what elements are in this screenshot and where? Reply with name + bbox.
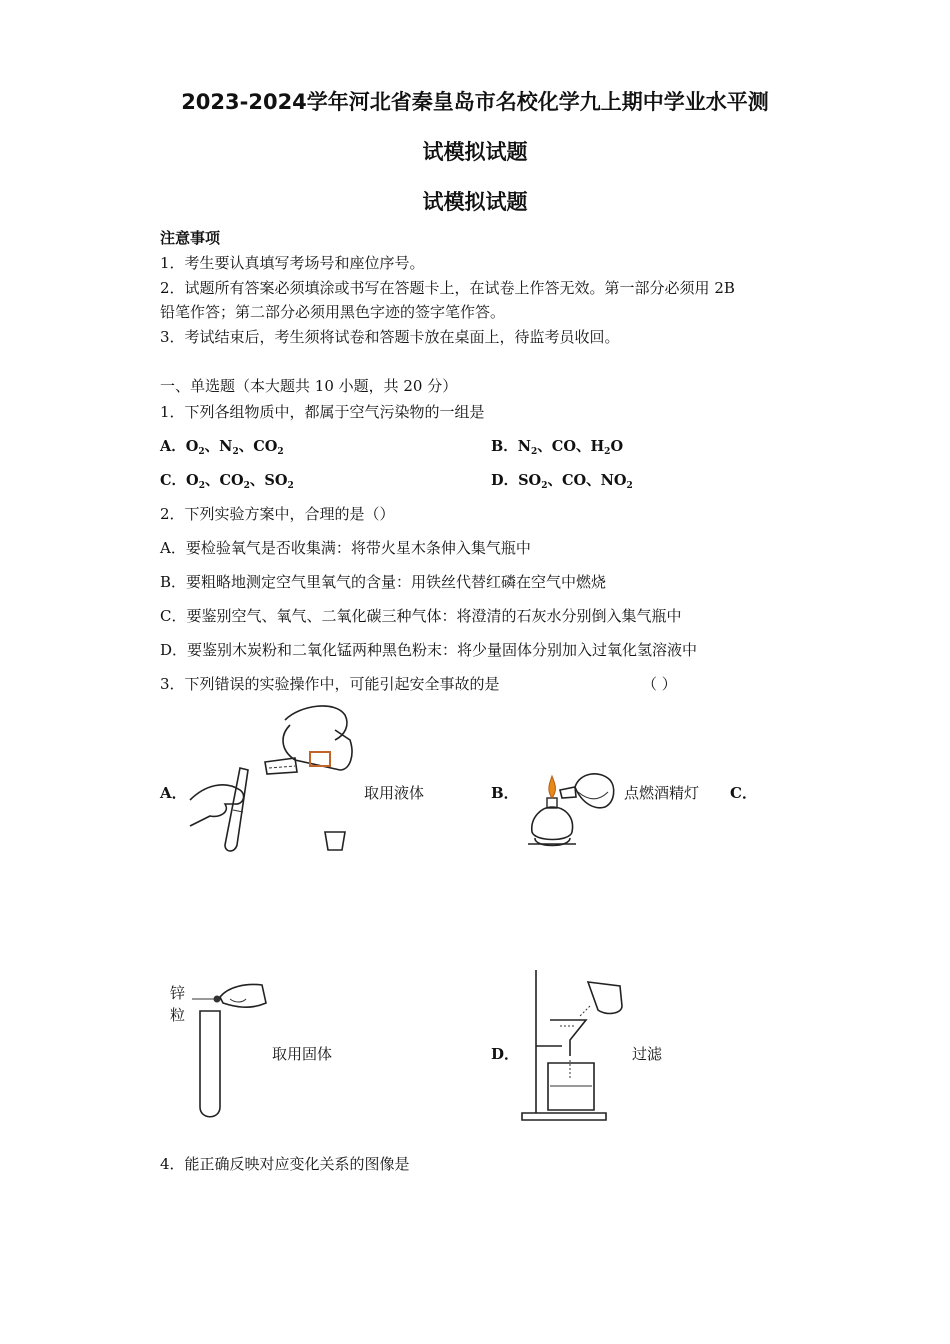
q3-option-a-label: A． xyxy=(160,784,187,802)
q1-stem: 1．下列各组物质中，都属于空气污染物的一组是 xyxy=(160,403,485,421)
q1-option-a: A．$O_2$、$N_2$、$CO_2$ xyxy=(160,438,284,457)
title-line-3: 试模拟试题 xyxy=(422,190,528,214)
q3-option-d-caption: 过滤 xyxy=(632,1045,663,1063)
solid-reagent-figure xyxy=(190,975,270,1120)
q3-option-b-label: B． xyxy=(491,784,519,802)
title-line-2: 试模拟试题 xyxy=(422,140,528,164)
q3-option-b-caption: 点燃酒精灯 xyxy=(624,784,700,802)
q3-option-a-caption: 取用液体 xyxy=(364,784,425,802)
q2-option-d: D．要鉴别木炭粉和二氧化锰两种黑色粉末：将少量固体分别加入过氧化氢溶液中 xyxy=(160,641,698,659)
section-1-heading: 一、单选题（本大题共 10 小题，共 20 分） xyxy=(160,377,458,395)
q2-option-c: C．要鉴别空气、氧气、二氧化碳三种气体：将澄清的石灰水分别倒入集气瓶中 xyxy=(160,607,682,625)
filtration-figure xyxy=(518,968,633,1123)
q3-stem: 3．下列错误的实验操作中，可能引起安全事故的是 xyxy=(160,675,500,693)
notice-item-1: 1．考生要认真填写考场号和座位序号。 xyxy=(160,254,425,272)
q4-stem: 4．能正确反映对应变化关系的图像是 xyxy=(160,1155,410,1173)
notice-item-2a: 2．试题所有答案必须填涂或书写在答题卡上，在试卷上作答无效。第一部分必须用 2B xyxy=(160,279,735,297)
q3-answer-paren: （ ） xyxy=(642,675,677,693)
notice-heading: 注意事项 xyxy=(160,229,221,247)
alcohol-lamp-figure xyxy=(520,762,620,862)
q2-option-b: B．要粗略地测定空气里氧气的含量：用铁丝代替红磷在空气中燃烧 xyxy=(160,573,607,591)
title-line-1: 2023-2024学年河北省秦皇岛市名校化学九上期中学业水平测 xyxy=(181,90,769,114)
q1-option-b: B．$N_2$、CO、$H_2O$ xyxy=(491,438,624,457)
q2-stem: 2．下列实验方案中，合理的是（） xyxy=(160,505,395,523)
q1-option-c: C．$O_2$、$CO_2$、$SO_2$ xyxy=(160,472,294,491)
q2-option-a: A．要检验氧气是否收集满：将带火星木条伸入集气瓶中 xyxy=(160,539,531,557)
pouring-liquid-figure xyxy=(185,700,360,860)
q3-option-d-label: D． xyxy=(491,1045,520,1063)
zinc-label-2: 粒 xyxy=(170,1006,186,1024)
notice-item-3: 3．考试结束后，考生须将试卷和答题卡放在桌面上，待监考员收回。 xyxy=(160,328,620,346)
notice-item-2b: 铅笔作答；第二部分必须用黑色字迹的签字笔作答。 xyxy=(160,303,506,321)
q3-option-c-caption: 取用固体 xyxy=(272,1045,333,1063)
q3-option-c-label: C． xyxy=(730,784,757,802)
zinc-label-1: 锌 xyxy=(170,984,186,1002)
q1-option-d: D．$SO_2$、CO、$NO_2$ xyxy=(491,472,633,491)
